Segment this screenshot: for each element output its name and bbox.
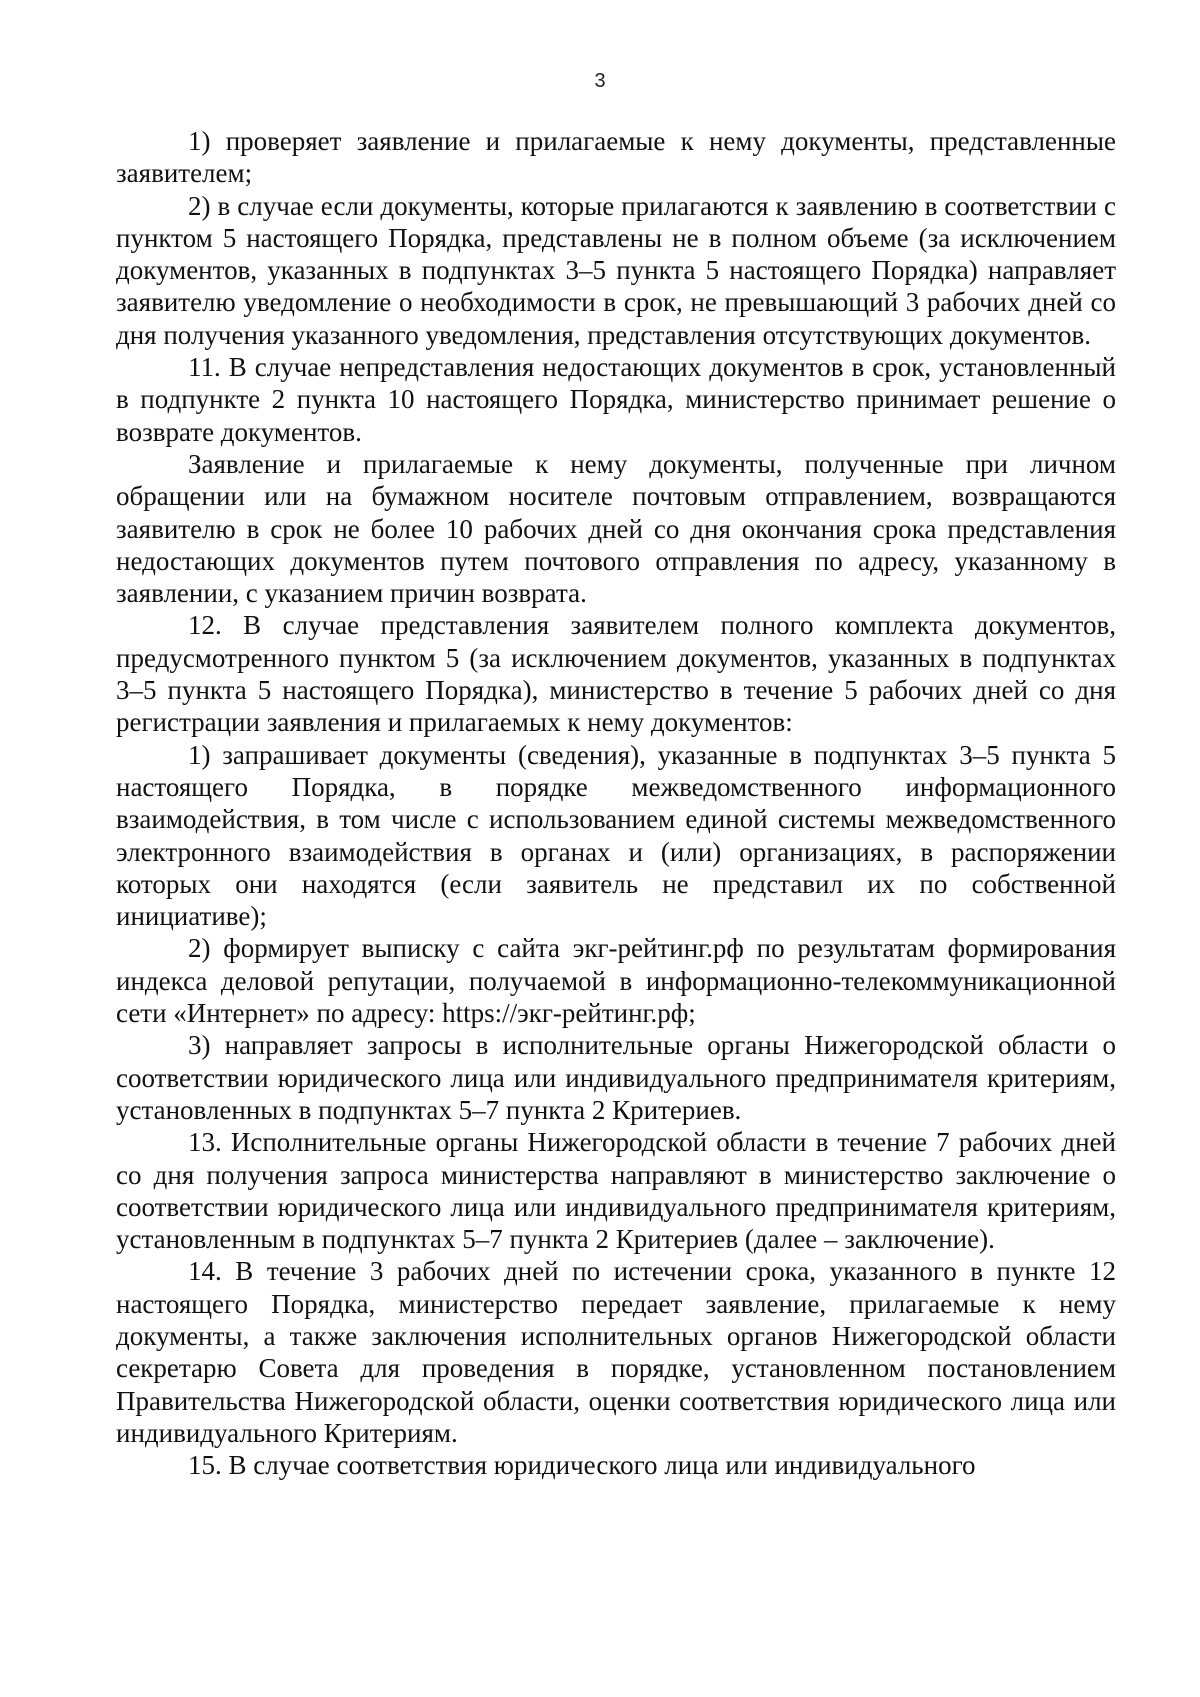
document-body xyxy=(116,125,1116,1481)
paragraph-subitem-1-check: 1) проверяет заявление и прилагаемые к нему документы, представленные заявителем; xyxy=(116,126,1116,189)
paragraph-item-11: 11. В случае непредставления недостающих документов в срок, установленный в подпункте 2 пункта 10 настоящего Порядка, министерство принимает решение о возврате документов. xyxy=(116,352,1116,447)
paragraph-return-documents: Заявление и прилагаемые к нему документы, полученные при личном обращении или на бумажном носителе почтовым отправлением, возвращаются заявителю в срок не более 10 рабочих дней со дня окончания срока представления недостающих документов путем почтового отправления по адресу, указанному в заявлении, с указанием причин возврата. xyxy=(116,448,1116,609)
paragraph-subitem-3-queries: 3) направляет запросы в исполнительные органы Нижегородской области о соответствии юридического лица или индивидуального предпринимателя критериям, установленных в подпунктах 5–7 пункта 2 Критериев. xyxy=(116,1030,1116,1125)
paragraph-item-15-start: 15. В случае соответствия юридического лица или индивидуального xyxy=(188,1450,976,1481)
paragraph-item-14: 14. В течение 3 рабочих дней по истечении срока, указанного в пункте 12 настоящего Порядка, министерство передает заявление, прилагаемые к нему документы, а также заключения исполнительных органов Нижегородской области секретарю Совета для проведения в порядке, установленном постановлением Правительства Нижегородской области, оценки соответствия юридического лица или индивидуального Критериям. xyxy=(116,1256,1116,1448)
paragraph-subitem-1-request: 1) запрашивает документы (сведения), указанные в подпунктах 3–5 пункта 5 настоящего Порядка, в порядке межведомственного информационного взаимодействия, в том числе с использованием единой системы межведомственного электронного взаимодействия в органах и (или) организациях, в распоряжении которых они находятся (если заявитель не представил их по собственной инициативе); xyxy=(116,739,1116,932)
page-number: 3 xyxy=(594,70,606,92)
paragraph-item-13: 13. Исполнительные органы Нижегородской области в течение 7 рабочих дней со дня получения запроса министерства направляют в министерство заключение о соответствии юридического лица или индивидуального предпринимателя критериям, установленным в подпунктах 5–7 пункта 2 Критериев (далее – заключение). xyxy=(116,1127,1116,1255)
paragraph-subitem-2-notice: 2) в случае если документы, которые прилагаются к заявлению в соответствии с пунктом 5 настоящего Порядка, представлены не в полном объеме (за исключением документов, указанных в подпунктах 3–5 пункта 5 настоящего Порядка) направляет заявителю уведомление о необходимости в срок, не превышающий 3 рабочих дней со дня получения указанного уведомления, представления отсутствующих документов. xyxy=(116,190,1116,350)
paragraph-item-12: 12. В случае представления заявителем полного комплекта документов, предусмотренного пунктом 5 (за исключением документов, указанных в подпунктах 3–5 пункта 5 настоящего Порядка), министерство в течение 5 рабочих дней со дня регистрации заявления и прилагаемых к нему документов: xyxy=(116,610,1116,738)
paragraph-subitem-2-extract: 2) формирует выписку с сайта экг-рейтинг.рф по результатам формирования индекса деловой репутации, получаемой в информационно-телекоммуникационной сети «Интернет» по адресу: https://экг-рейтинг.рф; xyxy=(116,933,1116,1029)
